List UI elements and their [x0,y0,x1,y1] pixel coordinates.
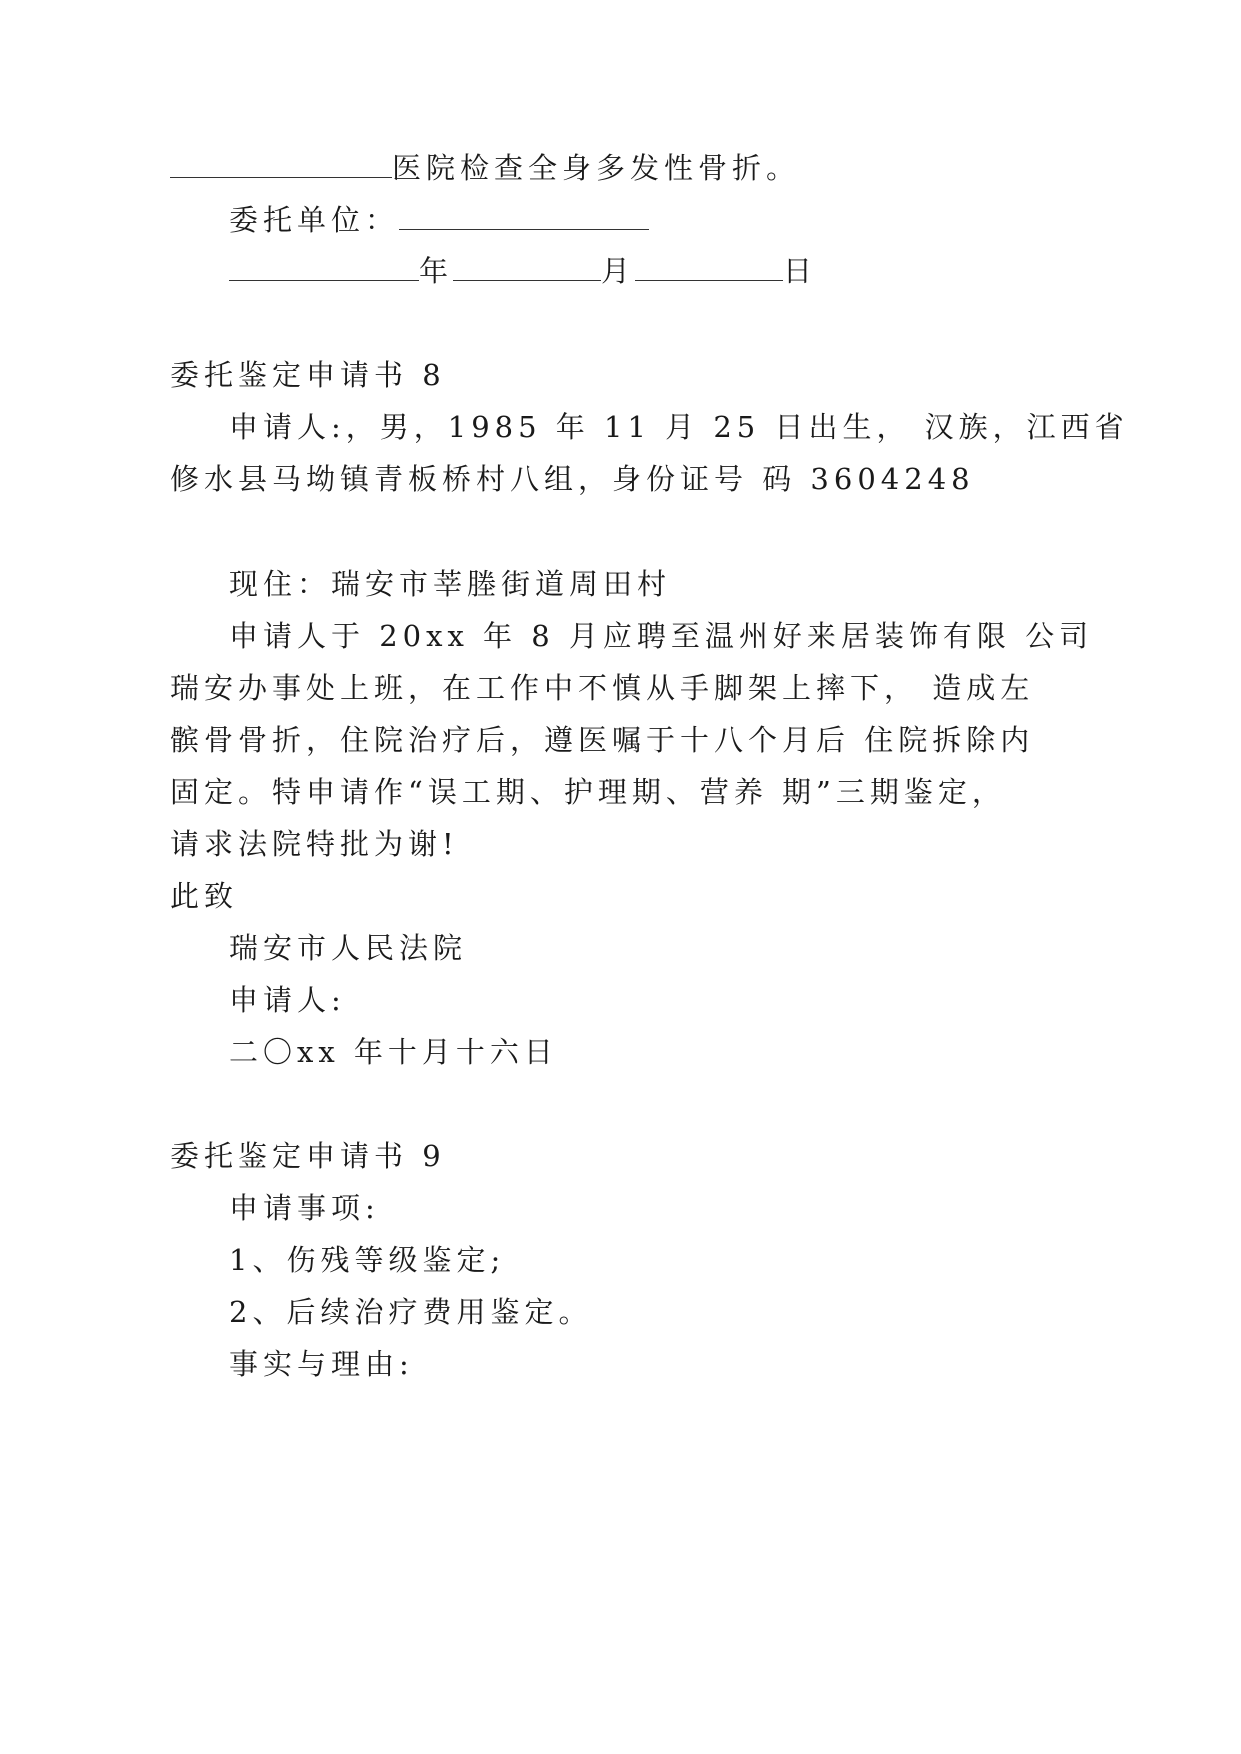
date-month-label: 月 [601,254,636,288]
date-day-label: 日 [783,254,818,288]
paragraph-8-1a: 申请人:，男，1985 年 11 月 25 日出生， 汉族，江西省 [229,410,1129,444]
application-items-label: 申请事项: [229,1191,380,1225]
salutation: 此致 [170,879,239,913]
paragraph-8-2e: 请求法院特批为谢! [170,827,459,861]
section-title-8: 委托鉴定申请书 8 [170,358,446,392]
line-hospital-check [170,148,800,188]
application-item-2: 2、后续治疗费用鉴定。 [229,1295,593,1329]
blank-year [229,254,419,281]
paragraph-8-1b: 修水县马坳镇青板桥村八组，身份证号 码 3604248 [170,462,975,496]
paragraph-8-2c: 髌骨骨折，住院治疗后，遵医嘱于十八个月后 住院拆除内 [170,723,1035,757]
hospital-check-text: 医院检查全身多发性骨折。 [392,151,801,185]
court-name: 瑞安市人民法院 [229,931,468,965]
facts-reasons-label: 事实与理由: [229,1347,414,1381]
signature-date: 二〇xx 年十月十六日 [229,1035,558,1069]
line-date-blanks [229,251,817,291]
section-title-9: 委托鉴定申请书 9 [170,1139,446,1173]
paragraph-8-2a: 申请人于 20xx 年 8 月应聘至温州好来居装饰有限 公司 [229,619,1094,653]
blank-entrust-unit [399,203,649,230]
paragraph-8-address: 现住：瑞安市莘塍街道周田村 [229,567,672,601]
applicant-signature-label: 申请人: [229,983,346,1017]
blank-month [453,254,601,281]
line-entrust-unit [229,200,649,240]
paragraph-8-2d: 固定。特申请作“误工期、护理期、营养 期”三期鉴定， [170,775,1006,809]
blank-hospital-name [170,151,392,178]
blank-day [635,254,783,281]
application-item-1: 1、伤残等级鉴定; [229,1243,506,1277]
date-year-label: 年 [419,254,454,288]
paragraph-8-2b: 瑞安办事处上班，在工作中不慎从手脚架上摔下， 造成左 [170,671,1035,705]
entrust-unit-label: 委托单位： [229,203,400,237]
